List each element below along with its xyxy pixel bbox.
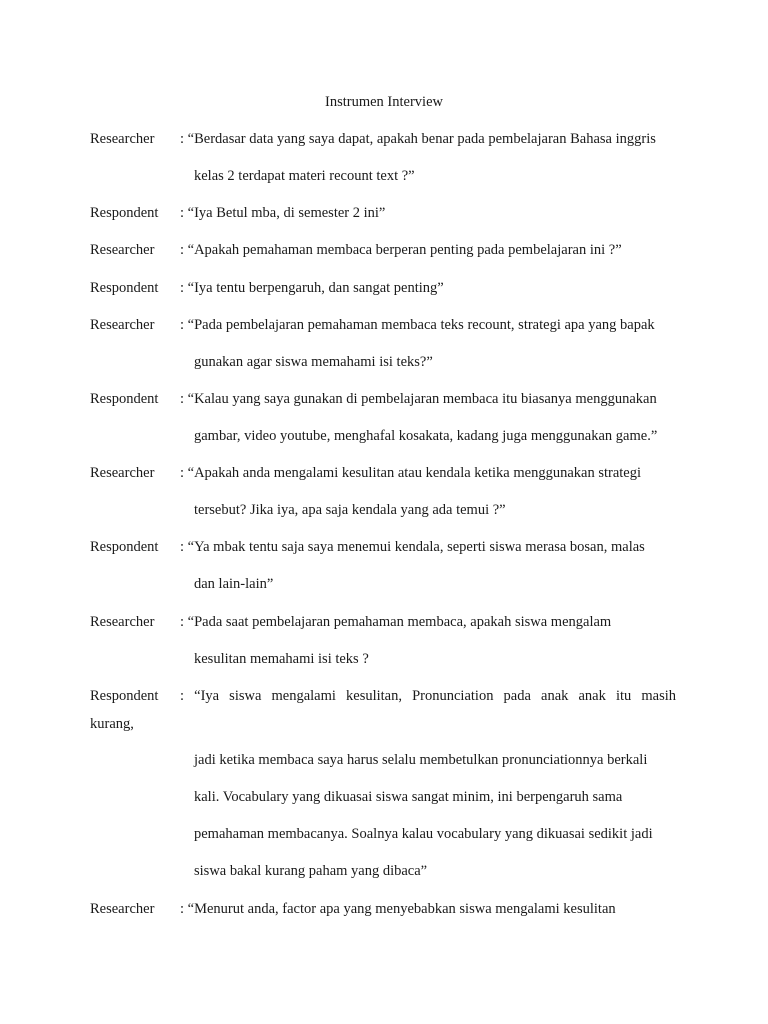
utterance-line: : “Iya Betul mba, di semester 2 ini” [180,205,386,221]
utterance-line: : “Pada pembelajaran pemahaman membaca teks recount, strategi apa yang bapak [180,317,655,333]
speaker-label: Researcher [90,131,155,147]
utterance-line: : “Pada saat pembelajaran pemahaman membaca, apakah siswa mengalam [180,614,612,630]
utterance-line: jadi ketika membaca saya harus selalu membetulkan pronunciationnya berkali [194,752,648,768]
utterance-line: : “Iya siswa mengalami kesulitan, Pronunciation pada anak anak itu masih [180,688,676,704]
speaker-label: Respondent [90,391,159,407]
utterance-line: kelas 2 terdapat materi recount text ?” [194,168,415,184]
speaker-label: Respondent [90,280,159,296]
speaker-label: Researcher [90,242,155,258]
speaker-label: Respondent [90,205,159,221]
utterance-line: kesulitan memahami isi teks ? [194,651,369,667]
utterance-line: kurang, [90,716,134,732]
document-title: Instrumen Interview [325,94,443,110]
utterance-line: gambar, video youtube, menghafal kosakata, kadang juga menggunakan game.” [194,428,658,444]
utterance-line: siswa bakal kurang paham yang dibaca” [194,863,428,879]
utterance-line: kali. Vocabulary yang dikuasai siswa sangat minim, ini berpengaruh sama [194,789,623,805]
speaker-label: Respondent [90,688,159,704]
speaker-label: Researcher [90,317,155,333]
utterance-line: : “Menurut anda, factor apa yang menyebabkan siswa mengalami kesulitan [180,901,616,917]
utterance-line: : “Kalau yang saya gunakan di pembelajaran membaca itu biasanya menggunakan [180,391,657,407]
speaker-label: Researcher [90,901,155,917]
utterance-line: pemahaman membacanya. Soalnya kalau vocabulary yang dikuasai sedikit jadi [194,826,653,842]
utterance-line: dan lain-lain” [194,576,274,592]
utterance-line: : “Apakah anda mengalami kesulitan atau kendala ketika menggunakan strategi [180,465,642,481]
utterance-line: gunakan agar siswa memahami isi teks?” [194,354,433,370]
speaker-label: Researcher [90,614,155,630]
speaker-label: Researcher [90,465,155,481]
utterance-line: : “Berdasar data yang saya dapat, apakah benar pada pembelajaran Bahasa inggris [180,131,656,147]
utterance-line: : “Ya mbak tentu saja saya menemui kendala, seperti siswa merasa bosan, malas [180,539,645,555]
utterance-line: : “Apakah pemahaman membaca berperan penting pada pembelajaran ini ?” [180,242,622,258]
speaker-label: Respondent [90,539,159,555]
utterance-line: : “Iya tentu berpengaruh, dan sangat penting” [180,280,444,296]
utterance-line: tersebut? Jika iya, apa saja kendala yang ada temui ?” [194,502,506,518]
